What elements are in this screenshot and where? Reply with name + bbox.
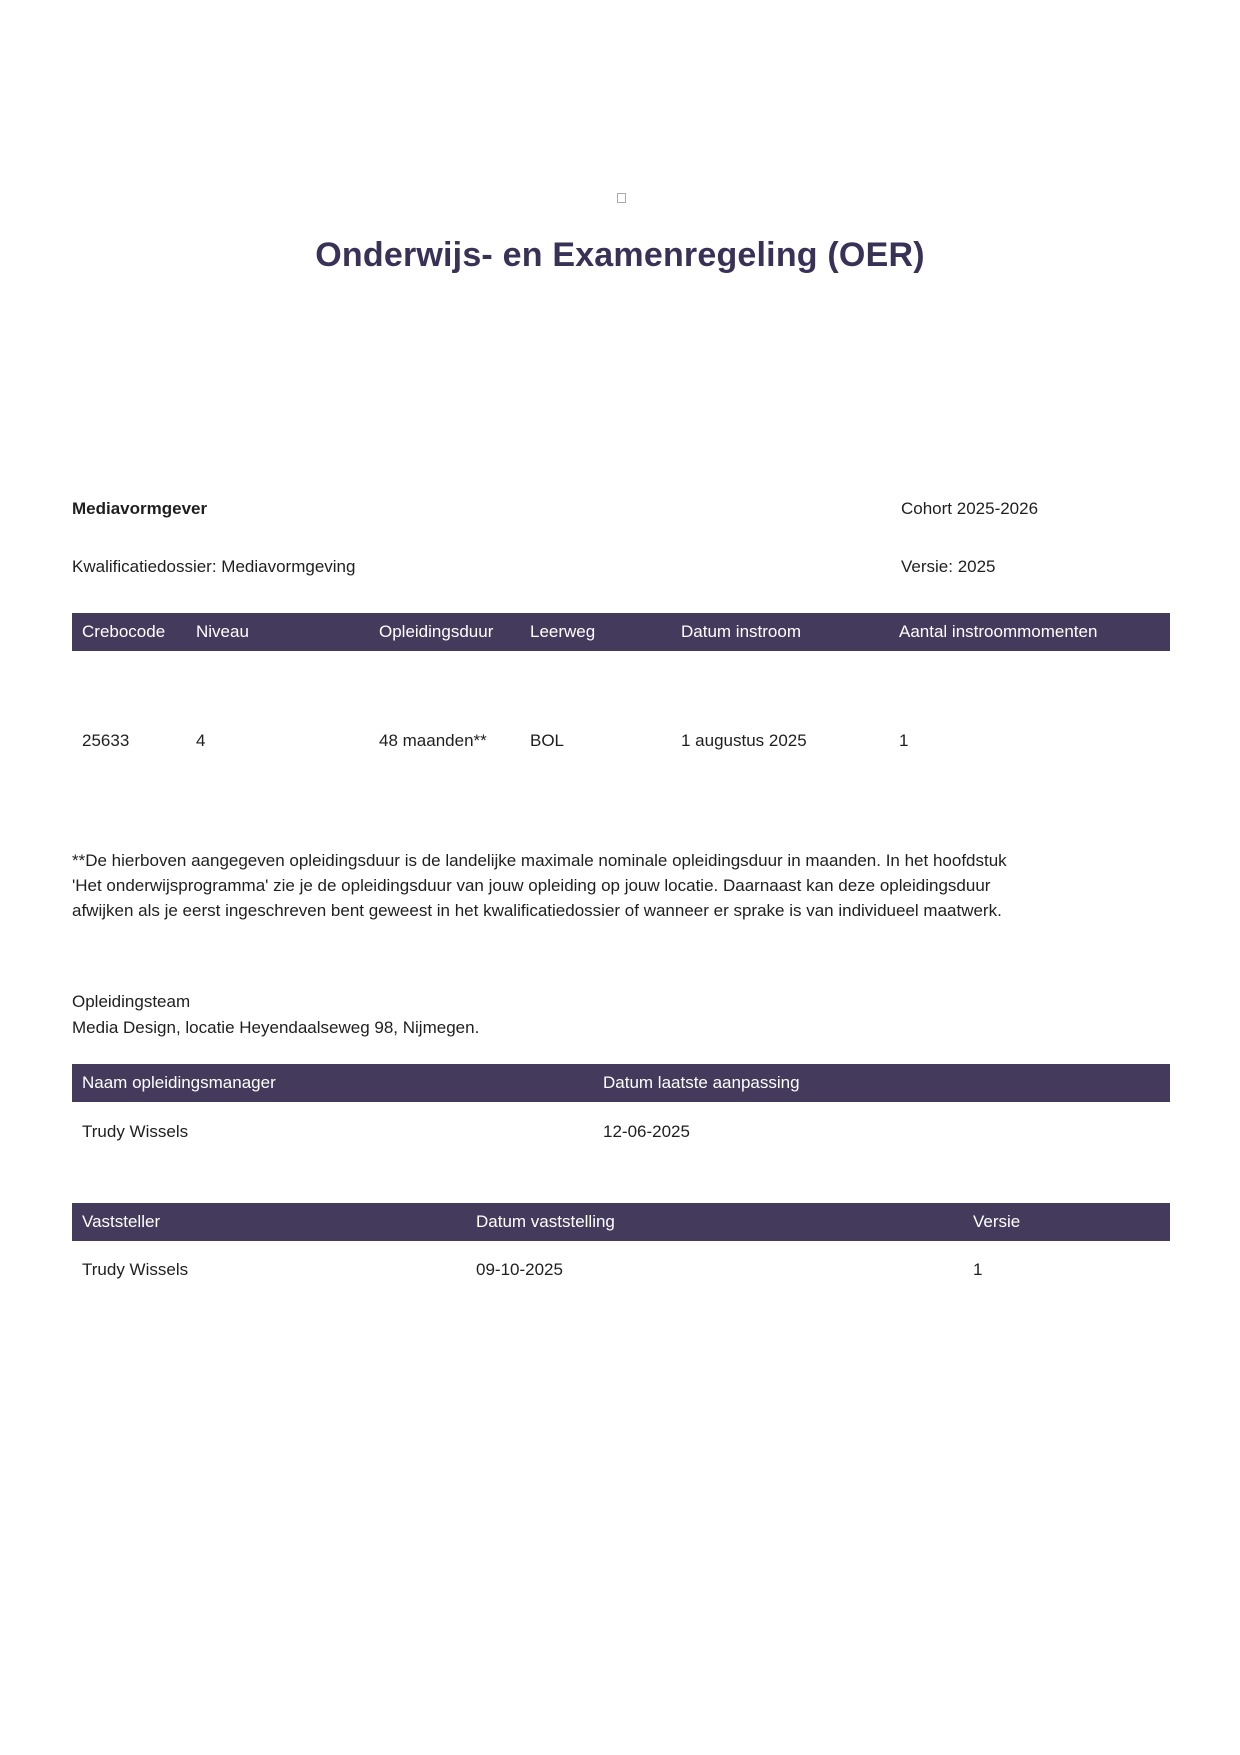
crebo-cell-datum-instroom: 1 augustus 2025 bbox=[681, 731, 807, 750]
crebo-table-row bbox=[72, 728, 1170, 753]
vaststelling-table-header bbox=[72, 1203, 1170, 1241]
crebo-cell-leerweg: BOL bbox=[530, 731, 565, 750]
crebo-header-leerweg: Leerweg bbox=[530, 622, 596, 641]
crebo-header-opleidingsduur: Opleidingsduur bbox=[379, 622, 494, 641]
vaststelling-cell-datum: 09-10-2025 bbox=[476, 1260, 563, 1279]
program-name: Mediavormgever bbox=[72, 499, 208, 518]
manager-header-naam: Naam opleidingsmanager bbox=[82, 1073, 276, 1092]
vaststelling-header-datum: Datum vaststelling bbox=[476, 1212, 615, 1231]
vaststelling-header-versie: Versie bbox=[973, 1212, 1021, 1231]
crebo-cell-crebocode: 25633 bbox=[82, 731, 130, 750]
opleidingsteam-block bbox=[72, 989, 479, 1041]
opleidingsduur-footnote: **De hierboven aangegeven opleidingsduur is de landelijke maximale nominale opleidingsduur in maanden. In het hoofdstuk 'Het onderwijsprogramma' zie je de opleidingsduur van jouw opleiding op jouw locatie. Daarnaast kan deze opleidingsduur afwijken als je eerst ingeschreven bent geweest in het kwalificatiedossier of wanneer er sprake is van individueel maatwerk. bbox=[72, 851, 1007, 920]
crebo-header-datum-instroom: Datum instroom bbox=[681, 622, 801, 641]
crebo-header-niveau: Niveau bbox=[196, 622, 249, 641]
manager-cell-naam: Trudy Wissels bbox=[82, 1122, 189, 1141]
vaststelling-cell-vaststeller: Trudy Wissels bbox=[82, 1260, 189, 1279]
kwalificatiedossier-label: Kwalificatiedossier: Mediavormgeving bbox=[72, 557, 356, 576]
versie-label: Versie: 2025 bbox=[901, 557, 996, 576]
broken-image-placeholder-icon bbox=[617, 193, 626, 203]
cohort-label: Cohort 2025-2026 bbox=[901, 499, 1039, 518]
crebo-table-header bbox=[72, 613, 1170, 651]
opleidingsteam-location: Media Design, locatie Heyendaalseweg 98, Nijmegen. bbox=[72, 1018, 480, 1037]
vaststelling-cell-versie: 1 bbox=[973, 1260, 983, 1279]
opleidingsteam-label: Opleidingsteam bbox=[72, 992, 191, 1011]
crebo-cell-opleidingsduur: 48 maanden** bbox=[379, 731, 487, 750]
manager-table-header bbox=[72, 1064, 1170, 1102]
crebo-cell-niveau: 4 bbox=[196, 731, 206, 750]
crebo-header-crebocode: Crebocode bbox=[82, 622, 166, 641]
crebo-header-aantal-instroommomenten: Aantal instroommomenten bbox=[899, 622, 1098, 641]
page-title: Onderwijs- en Examenregeling (OER) bbox=[315, 236, 925, 274]
vaststelling-header-vaststeller: Vaststeller bbox=[82, 1212, 161, 1231]
manager-cell-datum-laatste-aanpassing: 12-06-2025 bbox=[603, 1122, 690, 1141]
vaststelling-table-row bbox=[72, 1257, 1170, 1282]
manager-table-row bbox=[72, 1119, 1170, 1144]
crebo-cell-aantal-instroommomenten: 1 bbox=[899, 731, 909, 750]
manager-header-datum-laatste-aanpassing: Datum laatste aanpassing bbox=[603, 1073, 800, 1092]
